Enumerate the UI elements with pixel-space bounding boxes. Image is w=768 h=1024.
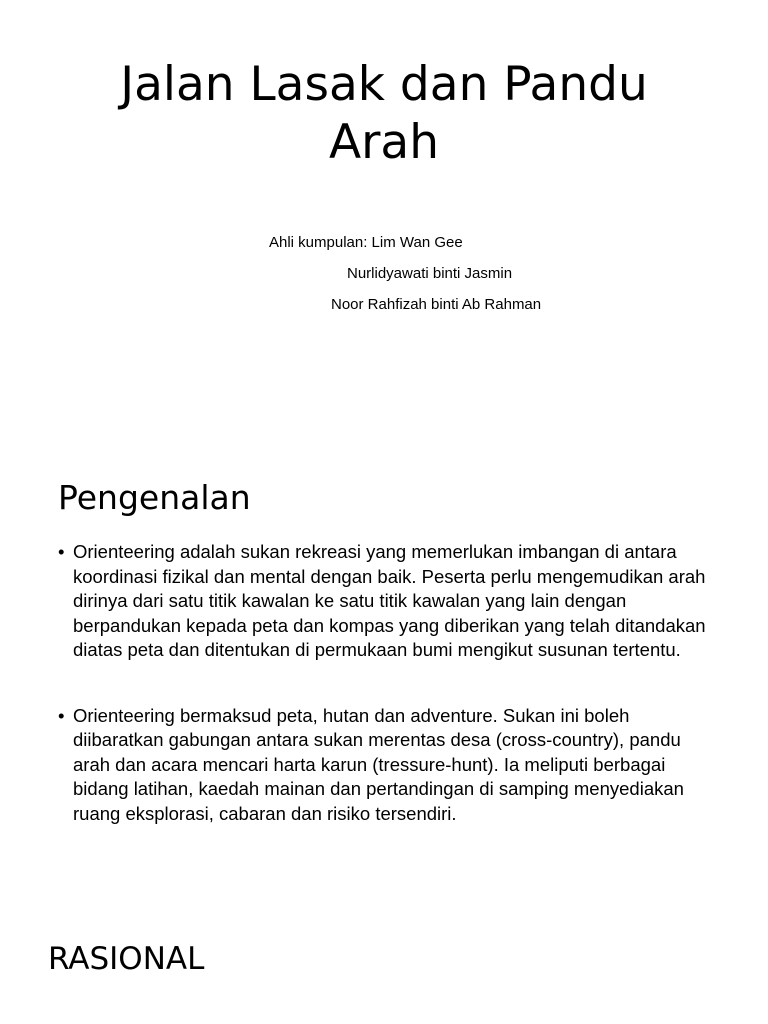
member-line-1: Ahli kumpulan: Lim Wan Gee: [269, 234, 463, 251]
bullet-text-2: Orienteering bermaksud peta, hutan dan adventure. Sukan ini boleh diibaratkan gabungan antara sukan merentas desa (cross-country), pandu arah dan acara mencari harta karun (tressure-hunt). Ia meliputi berbagai bidang latihan, kaedah mainan dan pertandingan di samping menyediakan ruang eksplorasi, cabaran dan risiko tersendiri.: [73, 704, 684, 824]
member-line-2: Nurlidyawati binti Jasmin: [347, 265, 513, 282]
bullet-item-1: [58, 540, 722, 663]
slide-title: [40, 56, 728, 172]
bullet-icon: •: [58, 704, 65, 726]
bullet-list: [58, 540, 722, 867]
bullet-item-2: [58, 704, 722, 827]
member-line-3: Noor Rahfizah binti Ab Rahman: [331, 296, 542, 313]
bullet-text-1: Orienteering adalah sukan rekreasi yang memerlukan imbangan di antara koordinasi fizikal dan mental dengan baik. Peserta perlu mengemudikan arah dirinya dari satu titik kawalan ke satu titik kawalan yang lain dengan berpandukan kepada peta dan kompas yang diberikan yang telah ditandakan diatas peta dan ditentukan di permukaan bumi mengikut susunan tertentu.: [73, 541, 706, 660]
section-heading-rasional: RASIONAL: [48, 941, 205, 977]
title-line-1: Jalan Lasak dan Pandu: [120, 57, 648, 112]
bullet-icon: •: [58, 541, 65, 562]
title-line-2: Arah: [328, 115, 440, 170]
section-heading-pengenalan: Pengenalan: [58, 478, 251, 517]
